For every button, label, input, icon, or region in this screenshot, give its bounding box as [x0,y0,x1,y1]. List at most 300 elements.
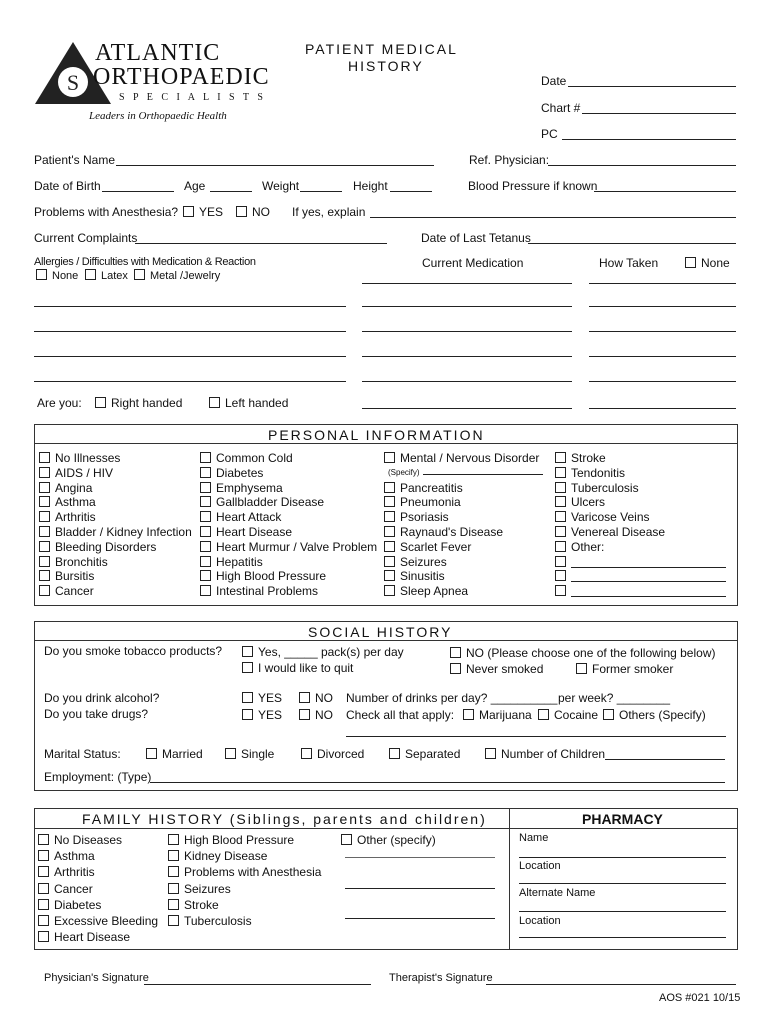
pharmacy-location-field[interactable] [519,883,726,884]
condition-item[interactable] [200,555,263,569]
condition-item[interactable] [39,584,94,598]
med-line[interactable] [362,381,572,382]
condition-item-label: Scarlet Fever [400,539,472,554]
checkbox[interactable] [576,663,587,674]
checkbox[interactable] [39,526,50,537]
how-line[interactable] [589,283,736,284]
checkbox[interactable] [200,556,211,567]
physician-signature-label: Physician's Signature [44,972,149,984]
social-history-title: SOCIAL HISTORY [308,624,453,640]
other-condition[interactable] [555,584,726,598]
checkbox[interactable] [555,541,566,552]
condition-item-label: Gallbladder Disease [216,495,325,510]
checkbox[interactable] [301,748,312,759]
checkbox[interactable] [389,748,400,759]
family-divider [509,808,510,949]
med-line[interactable] [362,408,572,409]
condition-item[interactable] [200,569,326,583]
checkbox[interactable] [95,397,106,408]
checkbox[interactable] [384,511,395,522]
condition-item[interactable] [200,510,281,524]
height-field[interactable] [390,191,432,192]
form-title-line1: PATIENT MEDICAL [305,41,458,57]
if-yes-label: If yes, explain [292,205,366,219]
condition-item[interactable] [39,481,92,495]
checkbox[interactable] [38,866,49,877]
condition-item[interactable] [200,466,263,480]
other-specify-field[interactable] [571,596,726,597]
allergy-line[interactable] [34,381,346,382]
condition-item[interactable] [555,466,625,480]
condition-item-label: Common Cold [216,451,293,465]
checkbox[interactable] [200,496,211,507]
yes-label: YES [258,708,283,722]
divorced-option[interactable] [301,747,364,761]
condition-item-label: High Blood Pressure [216,569,327,584]
children-field[interactable] [605,759,725,760]
cocaine-label: Cocaine [554,708,599,722]
never-smoked[interactable] [450,662,543,676]
checkbox[interactable] [168,883,179,894]
personal-info-title: PERSONAL INFORMATION [268,427,485,443]
checkbox[interactable] [200,541,211,552]
checkbox[interactable] [200,467,211,478]
bp-label: Blood Pressure if known [468,179,598,193]
allergy-line[interactable] [34,356,346,357]
allergy-latex[interactable] [85,269,128,282]
family-condition-item[interactable] [168,914,252,928]
allergies-label: Allergies / Difficulties with Medication & Reaction [34,256,256,268]
checkbox[interactable] [555,511,566,522]
age-label: Age [184,179,206,193]
condition-item[interactable] [200,495,324,509]
checkbox[interactable] [384,585,395,596]
married-label: Married [162,747,203,761]
checkbox[interactable] [200,452,211,463]
condition-item[interactable] [384,569,445,583]
metal-label: Metal /Jewelry [150,270,221,282]
no-label: NO [315,691,333,705]
divider [34,640,737,641]
condition-item[interactable] [555,495,605,509]
family-condition-item-label: Kidney Disease [184,849,268,864]
condition-item[interactable] [200,525,292,539]
check-all-label: Check all that apply: [346,708,455,722]
condition-item-label: Mental / Nervous Disorder [400,451,540,465]
employment-label: Employment: (Type) [44,770,152,784]
specify-line[interactable] [423,474,543,475]
checkbox[interactable] [555,496,566,507]
employment-field[interactable] [150,782,725,783]
checkbox[interactable] [341,834,352,845]
specify-field[interactable] [388,468,543,477]
logo-line1: ATLANTIC [95,40,221,66]
separated-label: Separated [405,747,461,761]
condition-item[interactable] [384,525,503,539]
family-condition-item-label: Tuberculosis [184,914,252,928]
checkbox[interactable] [36,269,47,280]
condition-item[interactable] [384,540,471,554]
if-yes-field[interactable] [370,217,736,218]
family-condition-item[interactable] [38,865,95,879]
pharmacy-name-label: Name [519,832,549,844]
drugs-question: Do you take drugs? [44,707,149,721]
condition-item-label: Raynaud's Disease [400,525,504,539]
smoke-yes-label: Yes, _____ pack(s) per day [258,645,404,659]
checkbox[interactable] [555,452,566,463]
family-condition-item-label: Cancer [54,881,93,896]
allergy-line[interactable] [34,306,346,307]
checkbox[interactable] [85,269,96,280]
other-label: Other (specify) [357,833,436,847]
other-specify-field[interactable] [571,567,726,568]
former-smoker[interactable] [576,662,673,676]
alternate-location-label: Location [519,915,561,927]
bp-field[interactable] [594,191,736,192]
checkbox[interactable] [384,482,395,493]
family-history-title: FAMILY HISTORY (Siblings, parents and children) [82,811,487,827]
med-line[interactable] [362,283,572,284]
chart-field[interactable] [582,113,736,114]
checkbox[interactable] [555,482,566,493]
checkbox[interactable] [384,570,395,581]
family-condition-item[interactable] [168,833,294,847]
family-condition-item[interactable] [38,833,122,847]
no-label: NO [315,708,333,722]
family-condition-item[interactable] [168,849,267,863]
family-condition-item-label: Heart Disease [54,930,131,945]
allergy-none[interactable] [36,269,78,282]
drugs-no[interactable] [299,708,333,722]
others-label: Others (Specify) [619,708,706,722]
anesthesia-label: Problems with Anesthesia? [34,205,179,219]
logo-line3: S P E C I A L I S T S [119,92,266,103]
condition-item-label: Bursitis [55,569,95,584]
checkbox[interactable] [200,511,211,522]
checkbox[interactable] [555,467,566,478]
checkbox[interactable] [39,556,50,567]
condition-item[interactable] [555,481,639,495]
quit-label: I would like to quit [258,661,354,675]
condition-item-label: Diabetes [216,465,264,480]
checkbox[interactable] [39,541,50,552]
smoke-no[interactable] [450,646,715,660]
therapist-signature-field[interactable] [486,984,736,985]
dob-field[interactable] [102,191,174,192]
family-condition-item[interactable] [168,865,321,879]
family-other-field[interactable] [345,918,495,919]
checkbox[interactable] [555,570,566,581]
checkbox[interactable] [39,452,50,463]
other-specify-field[interactable] [571,581,726,582]
condition-item[interactable] [384,495,461,509]
condition-item[interactable] [200,540,377,554]
pharmacy-location-label: Location [519,860,561,872]
checkbox[interactable] [38,834,49,845]
alcohol-no[interactable] [299,691,333,705]
condition-item-label: Venereal Disease [571,525,666,539]
pharmacy-name-field[interactable] [519,857,726,858]
checkbox[interactable] [685,257,696,268]
anesthesia-yes[interactable] [183,205,223,219]
condition-item-label: Stroke [571,451,606,465]
drinks-per-week: per week? ________ [558,691,671,705]
checkbox[interactable] [555,556,566,567]
checkbox[interactable] [38,850,49,861]
condition-item-label: Angina [55,480,93,495]
checkbox[interactable] [242,709,253,720]
family-condition-item[interactable] [38,914,158,928]
right-label: Right handed [111,396,183,410]
pc-field[interactable] [562,139,736,140]
checkbox[interactable] [299,692,310,703]
family-other-field[interactable] [345,888,495,889]
checkbox[interactable] [168,899,179,910]
condition-item-label: Intestinal Problems [216,584,319,599]
med-line[interactable] [362,306,572,307]
children-label: Number of Children [501,747,606,761]
condition-item[interactable] [555,510,650,524]
checkbox[interactable] [242,692,253,703]
ref-physician-label: Ref. Physician: [469,153,550,167]
separated-option[interactable] [389,747,460,761]
checkbox[interactable] [538,709,549,720]
family-other[interactable] [341,833,436,847]
checkbox[interactable] [384,452,395,463]
checkbox[interactable] [134,269,145,280]
checkbox[interactable] [384,541,395,552]
checkbox[interactable] [200,482,211,493]
condition-item[interactable] [39,451,120,465]
checkbox[interactable] [39,482,50,493]
condition-item-label: Pneumonia [400,495,461,510]
family-condition-item-label: Stroke [184,897,219,912]
anesthesia-no[interactable] [236,205,270,219]
family-condition-item[interactable] [38,882,93,896]
condition-item[interactable] [39,495,96,509]
checkbox[interactable] [384,496,395,507]
checkbox[interactable] [200,585,211,596]
weight-label: Weight [262,179,300,193]
checkbox[interactable] [39,570,50,581]
checkbox[interactable] [242,662,253,673]
condition-item-label: Emphysema [216,480,283,495]
checkbox[interactable] [485,748,496,759]
checkbox[interactable] [242,646,253,657]
condition-item[interactable] [384,481,463,495]
condition-item[interactable] [39,510,96,524]
checkbox[interactable] [236,206,247,217]
alternate-name-label: Alternate Name [519,887,596,899]
checkbox[interactable] [38,883,49,894]
checkbox[interactable] [38,899,49,910]
condition-item-label: Bladder / Kidney Infection [55,525,192,539]
checkbox[interactable] [39,511,50,522]
condition-item[interactable] [555,540,604,554]
condition-item[interactable] [200,481,283,495]
drugs-specify-field[interactable] [346,736,726,737]
how-line[interactable] [589,408,736,409]
condition-item[interactable] [39,540,156,554]
married-option[interactable] [146,747,203,761]
patient-name-label: Patient's Name [34,153,115,167]
condition-item-label: Other: [571,539,605,554]
divorced-label: Divorced [317,747,365,761]
checkbox[interactable] [603,709,614,720]
family-condition-item-label: Problems with Anesthesia [184,865,322,880]
height-label: Height [353,179,388,193]
checkbox[interactable] [555,585,566,596]
how-line[interactable] [589,306,736,307]
family-other-field[interactable] [345,857,495,858]
checkbox[interactable] [209,397,220,408]
condition-item[interactable] [384,451,539,465]
checkbox[interactable] [450,647,461,658]
are-you-label: Are you: [37,396,82,410]
other-condition[interactable] [555,569,726,583]
condition-item-label: AIDS / HIV [55,465,114,480]
condition-item-label: Psoriasis [400,510,449,525]
condition-item[interactable] [39,555,108,569]
alternate-name-field[interactable] [519,911,726,912]
logo [33,40,283,130]
checkbox[interactable] [39,585,50,596]
condition-item-label: Tendonitis [571,465,626,480]
checkbox[interactable] [463,709,474,720]
divider [34,443,737,444]
condition-item-label: Sleep Apnea [400,584,469,599]
allergy-metal[interactable] [134,269,220,282]
physician-signature-field[interactable] [144,984,371,985]
condition-item-label: Cancer [55,584,94,599]
other-condition[interactable] [555,555,726,569]
checkbox[interactable] [38,915,49,926]
condition-item[interactable] [39,466,113,480]
family-condition-item[interactable] [38,930,130,944]
checkbox[interactable] [200,570,211,581]
alternate-location-field[interactable] [519,937,726,938]
alcohol-question: Do you drink alcohol? [44,691,160,705]
specify-label: (Specify) [388,467,420,477]
weight-field[interactable] [300,191,342,192]
condition-item-label: No Illnesses [55,451,121,465]
marijuana-option[interactable] [463,708,532,722]
smoke-no-label: NO (Please choose one of the following below) [466,646,716,660]
family-condition-item-label: No Diseases [54,833,123,847]
age-field[interactable] [210,191,252,192]
tetanus-field[interactable] [528,243,736,244]
condition-item[interactable] [384,555,447,569]
alcohol-yes[interactable] [242,691,282,705]
date-label: Date [541,74,567,88]
checkbox[interactable] [168,850,179,861]
checkbox[interactable] [225,748,236,759]
complaints-field[interactable] [135,243,387,244]
condition-item-label: Heart Murmur / Valve Problem [216,539,378,554]
checkbox[interactable] [384,526,395,537]
family-condition-item[interactable] [168,898,219,912]
none-label: None [701,256,730,270]
how-line[interactable] [589,356,736,357]
drinks-per-day: Number of drinks per day? __________ [346,691,558,705]
others-option[interactable] [603,708,706,722]
logo-tagline: Leaders in Orthopaedic Health [89,110,227,122]
checkbox[interactable] [450,663,461,674]
checkbox[interactable] [299,709,310,720]
smoke-question: Do you smoke tobacco products? [44,644,223,658]
divider [34,828,737,829]
former-label: Former smoker [592,662,674,676]
condition-item[interactable] [384,584,468,598]
condition-item[interactable] [555,451,606,465]
checkbox[interactable] [38,931,49,942]
med-line[interactable] [362,356,572,357]
family-condition-item-label: Asthma [54,849,95,864]
condition-item[interactable] [555,525,665,539]
date-field[interactable] [568,86,736,87]
checkbox[interactable] [39,467,50,478]
complaints-label: Current Complaints [34,231,138,245]
checkbox[interactable] [555,526,566,537]
ref-physician-field[interactable] [548,165,736,166]
children-option[interactable] [485,747,605,761]
condition-item-label: Pancreatitis [400,480,463,495]
condition-item-label: Varicose Veins [571,510,650,525]
family-condition-item[interactable] [38,898,101,912]
condition-item[interactable] [200,584,318,598]
checkbox[interactable] [183,206,194,217]
checkbox[interactable] [168,834,179,845]
single-option[interactable] [225,747,274,761]
dob-label: Date of Birth [34,179,101,193]
condition-item-label: Heart Disease [216,525,293,539]
allergy-line[interactable] [34,331,346,332]
drugs-yes[interactable] [242,708,282,722]
how-line[interactable] [589,381,736,382]
smoke-yes[interactable] [242,645,404,659]
checkbox[interactable] [384,556,395,567]
med-line[interactable] [362,331,572,332]
condition-item-label: Hepatitis [216,554,263,569]
condition-item[interactable] [384,510,449,524]
checkbox[interactable] [146,748,157,759]
checkbox[interactable] [39,496,50,507]
family-condition-item[interactable] [38,849,95,863]
checkbox[interactable] [168,866,179,877]
no-label: NO [252,205,270,219]
checkbox[interactable] [168,915,179,926]
checkbox[interactable] [200,526,211,537]
family-condition-item[interactable] [168,882,231,896]
left-label: Left handed [225,396,289,410]
smoke-quit[interactable] [242,661,353,675]
tetanus-label: Date of Last Tetanus [421,231,531,245]
how-line[interactable] [589,331,736,332]
condition-item[interactable] [39,525,192,539]
never-label: Never smoked [466,662,544,676]
yes-label: YES [199,205,224,219]
none-label: None [52,270,79,282]
right-handed[interactable] [95,396,182,410]
patient-name-field[interactable] [116,165,434,166]
condition-item[interactable] [39,569,94,583]
condition-item-label: Sinusitis [400,569,445,584]
condition-item[interactable] [200,451,293,465]
left-handed[interactable] [209,396,288,410]
med-none[interactable] [685,256,730,270]
cocaine-option[interactable] [538,708,598,722]
condition-item-label: Bleeding Disorders [55,539,157,554]
